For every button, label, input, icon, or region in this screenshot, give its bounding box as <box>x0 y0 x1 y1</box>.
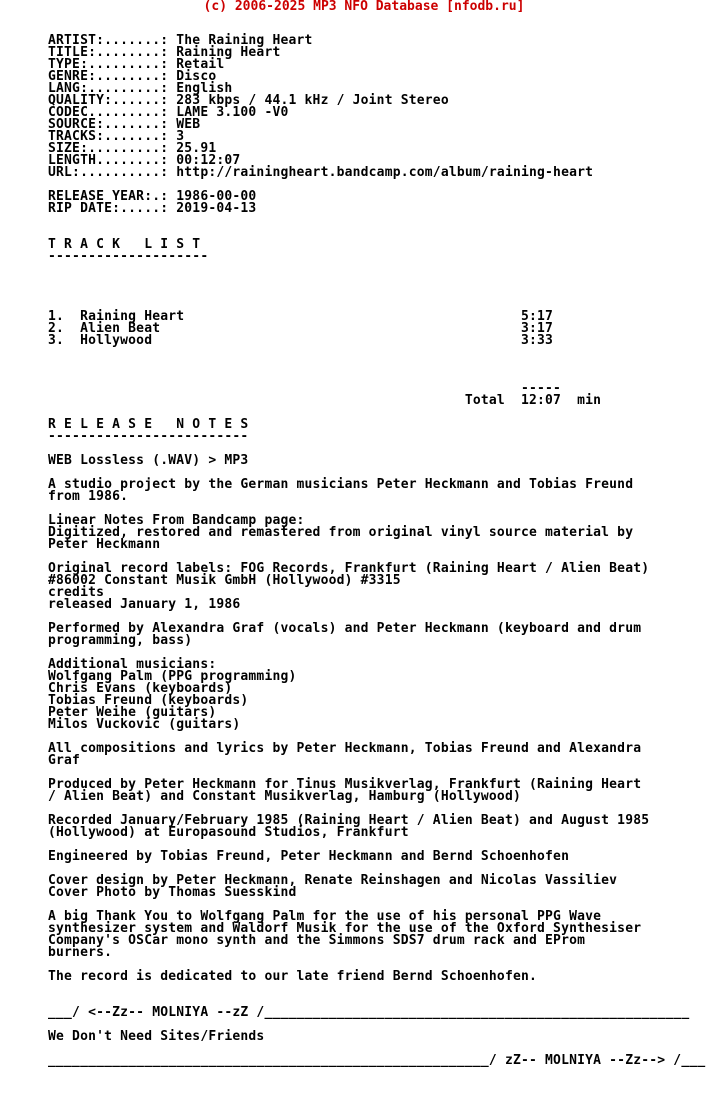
nfo-content: ARTIST:.......: The Raining Heart TITLE:........: Raining Heart TYPE:.........: Retail GENRE:........: Disco LANG:.........: English QUALITY:......: 283 kbps / 44.1 kHz / Joint Stereo CODEC.........: LAME 3.100 -V0 SOURCE:.......: WEB TRACKS:.......: 3 SIZE:.........: 25.91 LENGTH........: 00:12:07 URL:..........: http://rainingheart.bandcamp.com/album/raining-heart RELEASE YEAR:.: 1986-00-00 RIP DATE:.....: 2019-04-13 T R A C K L I S T -------------------- 1. Raining Heart 5:17 2. Alien Beat 3:17 3. Hollywood 3:33 ----- Total 12:07 min R E L E A S E N O T E S ------------------------- WEB Lossless (.WAV) > MP3 A studio project by the German musicians Peter Heckmann and Tobias Freund from 1986. Linear Notes From Bandcamp page: Digitized, restored and remastered from original vinyl source material by Peter Heckmann Original record labels: FOG Records, Frankfurt (Raining Heart / Alien Beat) #86002 Constant Musik GmbH (Hollywood) #3315 credits released January 1, 1986 Performed by Alexandra Graf (vocals) and Peter Heckmann (keyboard and drum programming, bass) Additional musicians: Wolfgang Palm (PPG programming) Chris Evans (keyboards) Tobias Freund (keyboards) Peter Weihe (guitars) Milos Vuckovic (guitars) All compositions and lyrics by Peter Heckmann, Tobias Freund and Alexandra Graf Produced by Peter Heckmann for Tinus Musikverlag, Frankfurt (Raining Heart / Alien Beat) and Constant Musikverlag, Hamburg (Hollywood) Recorded January/February 1985 (Raining Heart / Alien Beat) and August 1985 (Hollywood) at Europasound Studios, Frankfurt Engineered by Tobias Freund, Peter Heckmann and Bernd Schoenhofen Cover design by Peter Heckmann, Renate Reinshagen and Nicolas Vassiliev Cover Photo by Thomas Suesskind A big Thank You to Wolfgang Palm for the use of his personal PPG Wave synthesizer system and Waldorf Musik for the use of the Oxford Synthesiser Company's OSCar mono synth and the Simmons SDS7 drum rack and EProm burners. The record is dedicated to our late friend Bernd Schoenhofen. ___/ <--Zz-- MOLNIYA --zZ /_____________________________________________________ We Don't Need Sites/Friends _______________________________________________________/ zZ-- MOLNIYA --Zz--> /___ <box>48 33 706 1068</box>
copyright-header: (c) 2006-2025 MP3 NFO Database [nfodb.ru] <box>203 0 525 14</box>
